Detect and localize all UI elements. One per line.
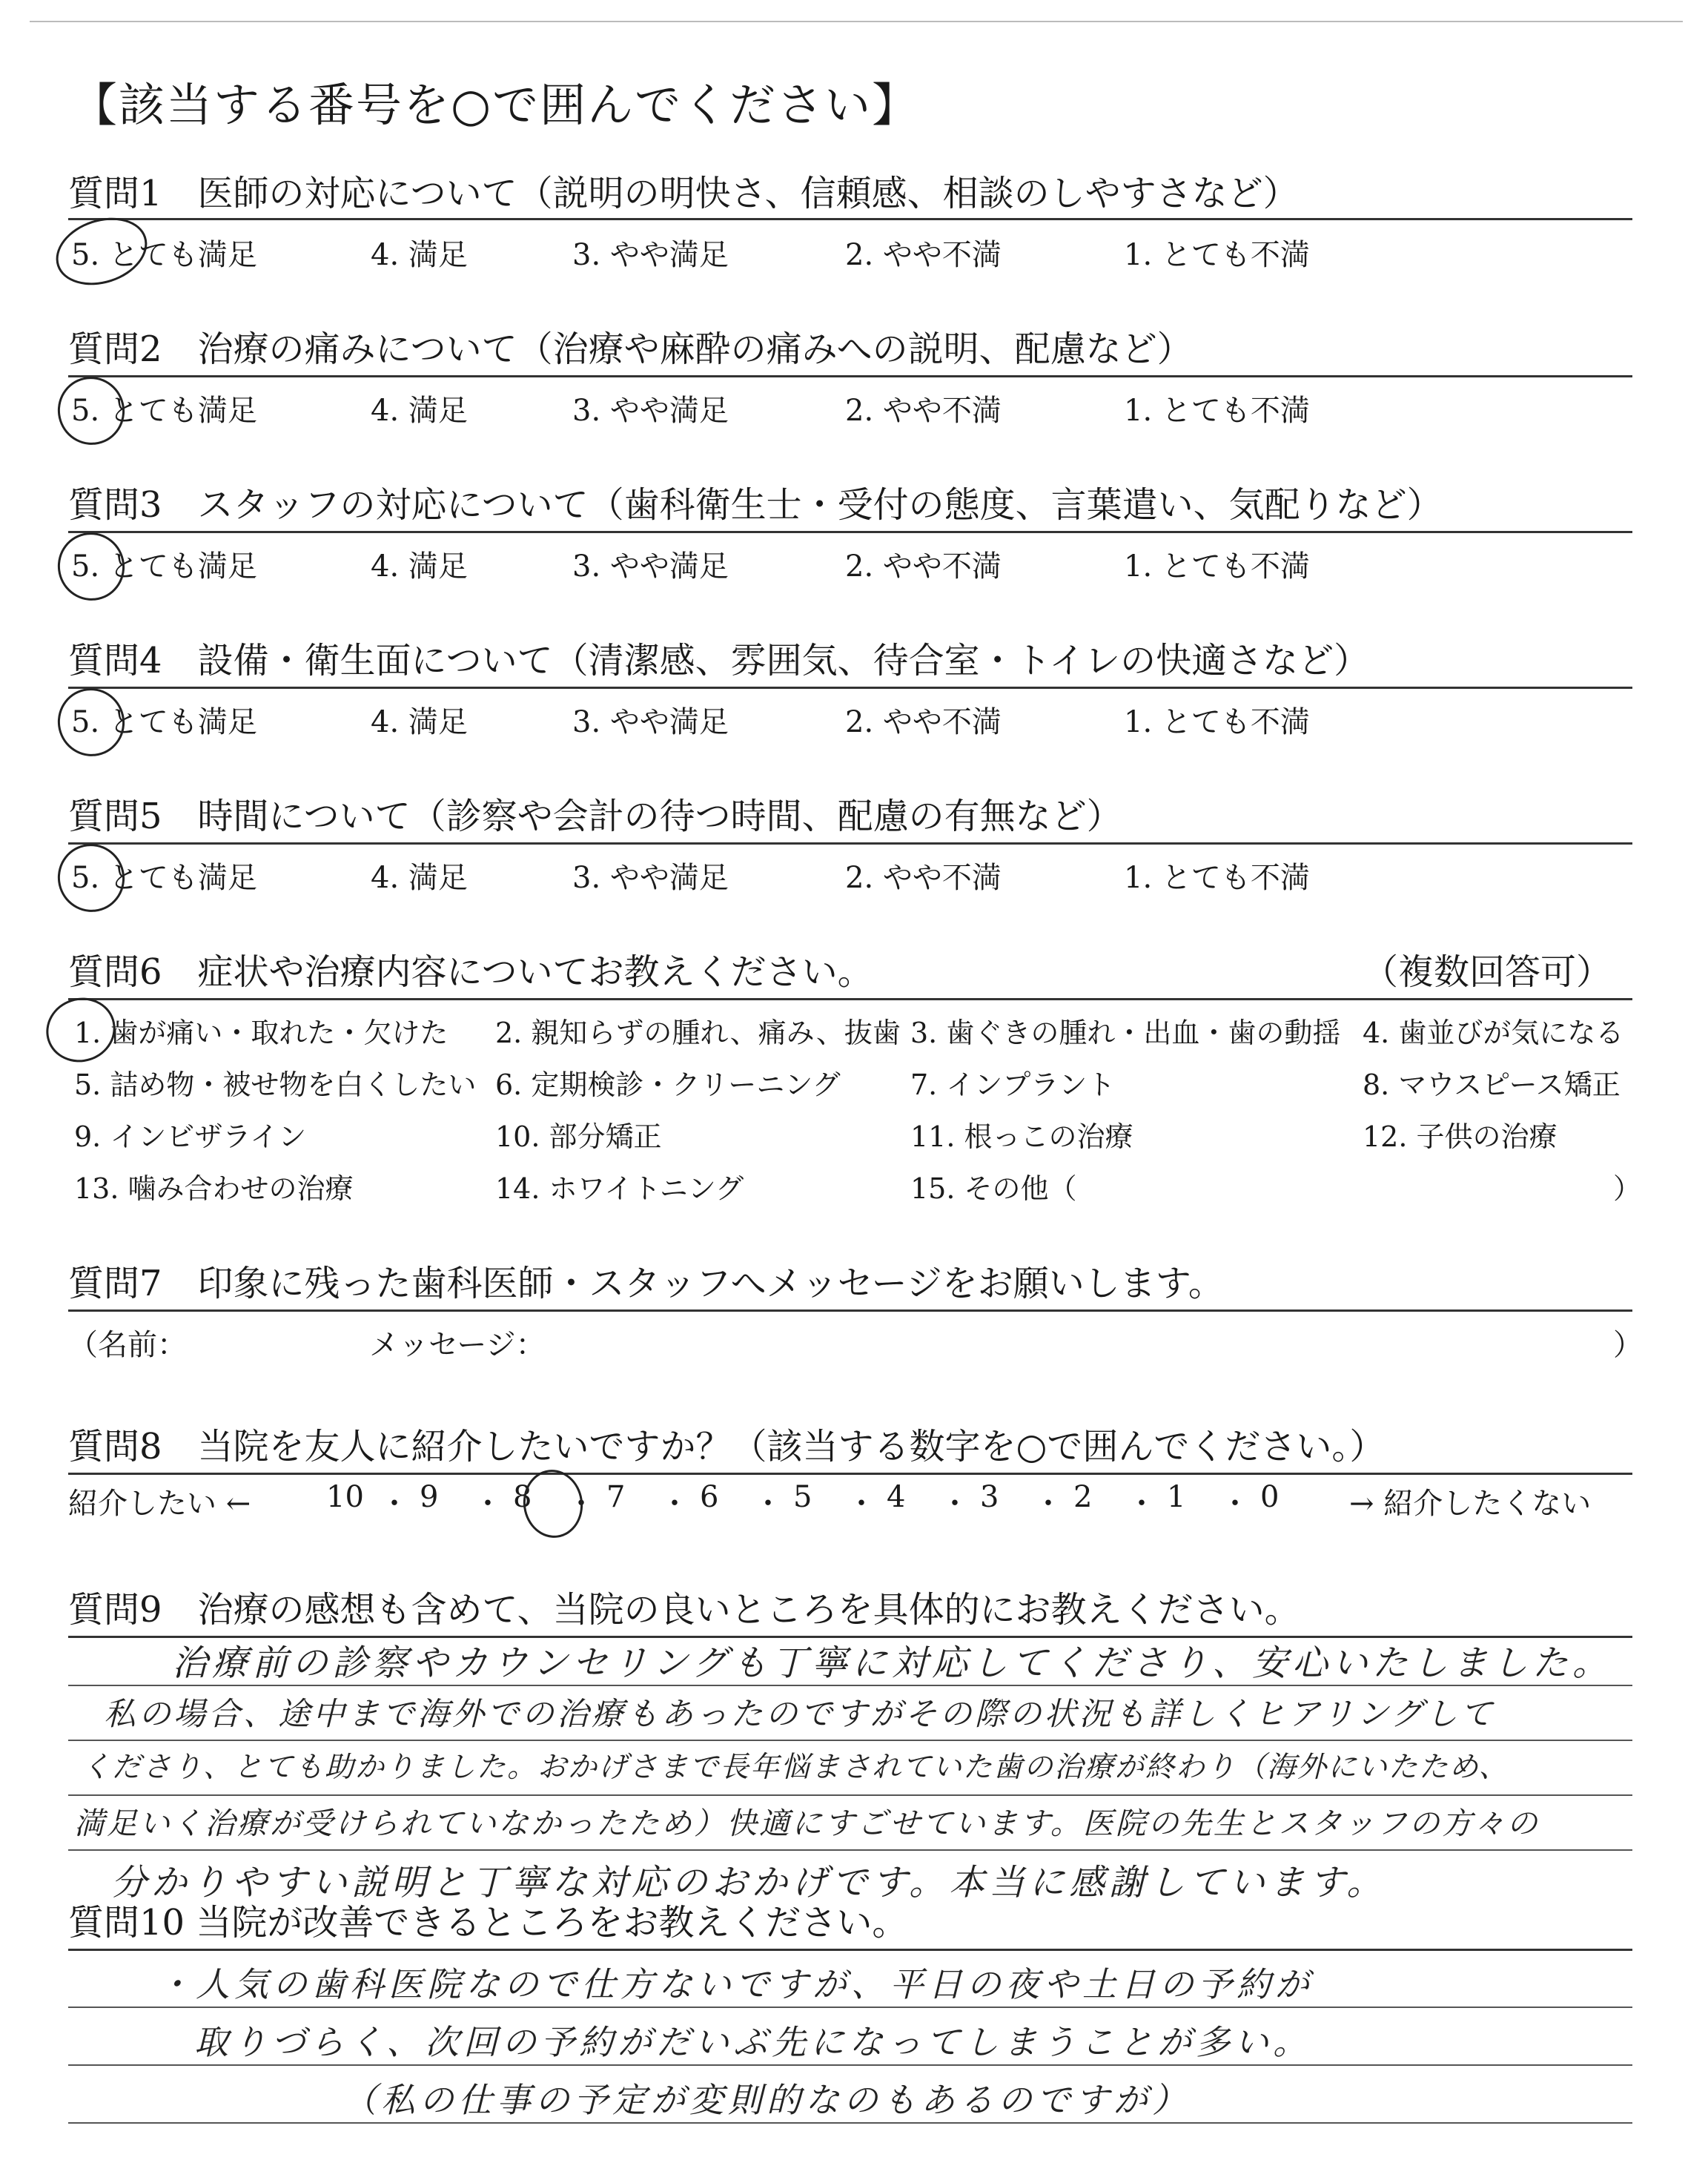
q5-option-4[interactable]: 4. 満足 bbox=[371, 861, 468, 895]
q4-option-5[interactable]: 5. とても満足 bbox=[71, 705, 257, 739]
q3-option-3[interactable]: 3. やや満足 bbox=[572, 549, 729, 584]
q1-option-3[interactable]: 3. やや満足 bbox=[572, 238, 729, 272]
q8-scale-separator: ・ bbox=[753, 1487, 783, 1521]
divider bbox=[68, 1949, 1632, 1951]
q8-scale-separator: ・ bbox=[847, 1487, 876, 1521]
divider bbox=[68, 1473, 1632, 1475]
divider bbox=[68, 375, 1632, 377]
q5-option-2[interactable]: 2. やや不満 bbox=[845, 861, 1002, 895]
q10-answer-line-3: （私の仕事の予定が変則的なのもあるのですが） bbox=[342, 2080, 1191, 2120]
q8-scale-separator: ・ bbox=[660, 1487, 689, 1521]
q8-scale-1[interactable]: 1 bbox=[1167, 1480, 1186, 1514]
q5-option-3[interactable]: 3. やや満足 bbox=[572, 861, 729, 895]
q8-scale-4[interactable]: 4 bbox=[887, 1480, 906, 1514]
question-7-title: 質問7 印象に残った歯科医師・スタッフへメッセージをお願いします。 bbox=[68, 1263, 1224, 1304]
q8-scale-3[interactable]: 3 bbox=[980, 1480, 999, 1514]
q8-left-label: 紹介したい ← bbox=[68, 1487, 251, 1521]
divider bbox=[68, 218, 1632, 220]
q6-option-8[interactable]: 8. マウスピース矯正 bbox=[1363, 1069, 1621, 1101]
q8-scale-7[interactable]: 7 bbox=[606, 1480, 626, 1514]
question-2-title: 質問2 治療の痛みについて（治療や麻酔の痛みへの説明、配慮など） bbox=[68, 328, 1193, 370]
q7-message-label: メッセージ： bbox=[369, 1328, 546, 1362]
question-10-title: 質問10 当院が改善できるところをお教えください。 bbox=[68, 1902, 908, 1943]
q6-option-13[interactable]: 13. 噛み合わせの治療 bbox=[74, 1172, 354, 1205]
q8-scale-10[interactable]: 10 bbox=[326, 1480, 364, 1514]
q10-answer-line-2: 取りづらく、次回の予約がだいぶ先になってしまうことが多い。 bbox=[194, 2022, 1312, 2062]
question-4-title: 質問4 設備・衛生面について（清潔感、雰囲気、待合室・トイレの快適さなど） bbox=[68, 640, 1370, 681]
q6-selection-circle bbox=[38, 989, 124, 1071]
q6-option-4[interactable]: 4. 歯並びが気になる bbox=[1363, 1017, 1624, 1049]
q9-answer-line-5: 分かりやすい説明と丁寧な対応のおかげです。本当に感謝しています。 bbox=[111, 1862, 1387, 1903]
q7-name-label: （名前： bbox=[68, 1328, 187, 1362]
q1-option-2[interactable]: 2. やや不満 bbox=[845, 238, 1002, 272]
answer-line bbox=[68, 2007, 1632, 2008]
q6-option-9[interactable]: 9. インビザライン bbox=[74, 1120, 307, 1153]
q8-scale-2[interactable]: 2 bbox=[1073, 1480, 1093, 1514]
answer-line bbox=[68, 2064, 1632, 2066]
q3-option-4[interactable]: 4. 満足 bbox=[371, 549, 468, 584]
q6-option-2[interactable]: 2. 親知らずの腫れ、痛み、抜歯 bbox=[495, 1017, 901, 1049]
question-1-title: 質問1 医師の対応について（説明の明快さ、信頼感、相談のしやすさなど） bbox=[68, 173, 1299, 214]
q6-option-3[interactable]: 3. 歯ぐきの腫れ・出血・歯の動揺 bbox=[910, 1017, 1341, 1049]
q8-scale-8[interactable]: 8 bbox=[513, 1480, 532, 1514]
question-8-title: 質問8 当院を友人に紹介したいですか？（該当する数字を○で囲んでください。） bbox=[68, 1426, 1386, 1467]
q6-option-6[interactable]: 6. 定期検診・クリーニング bbox=[495, 1069, 841, 1101]
q5-selection-circle bbox=[49, 835, 133, 920]
q8-scale-separator: ・ bbox=[1127, 1487, 1156, 1521]
answer-line bbox=[68, 1849, 1632, 1851]
question-5-title: 質問5 時間について（診察や会計の待つ時間、配慮の有無など） bbox=[68, 796, 1122, 837]
q6-option-15-close: ） bbox=[1613, 1172, 1642, 1205]
q3-selection-circle bbox=[49, 524, 133, 609]
q8-scale-5[interactable]: 5 bbox=[793, 1480, 812, 1514]
q8-selection-circle bbox=[519, 1466, 587, 1542]
divider bbox=[68, 687, 1632, 689]
q2-option-1[interactable]: 1. とても不満 bbox=[1124, 394, 1310, 428]
q3-option-1[interactable]: 1. とても不満 bbox=[1124, 549, 1310, 584]
answer-line bbox=[68, 2122, 1632, 2124]
q8-scale-separator: ・ bbox=[473, 1487, 503, 1521]
q9-answer-line-1: 治療前の診察やカウンセリングも丁寧に対応してくださり、安心いたしました。 bbox=[172, 1642, 1613, 1684]
q9-answer-line-4: 満足いく治療が受けられていなかったため）快適にすごせています。医院の先生とスタッフの方々の bbox=[74, 1806, 1540, 1841]
q1-option-4[interactable]: 4. 満足 bbox=[371, 238, 468, 272]
q4-option-3[interactable]: 3. やや満足 bbox=[572, 705, 729, 739]
q9-answer-line-2: 私の場合、途中まで海外での治療もあったのですがその際の状況も詳しくヒアリングして bbox=[104, 1696, 1495, 1733]
q6-option-10[interactable]: 10. 部分矯正 bbox=[495, 1120, 662, 1153]
q8-scale-separator: ・ bbox=[1033, 1487, 1063, 1521]
q4-option-4[interactable]: 4. 満足 bbox=[371, 705, 468, 739]
q6-option-5[interactable]: 5. 詰め物・被せ物を白くしたい bbox=[74, 1069, 477, 1101]
answer-line bbox=[68, 1740, 1632, 1741]
q8-scale-separator: ・ bbox=[1220, 1487, 1250, 1521]
q3-option-2[interactable]: 2. やや不満 bbox=[845, 549, 1002, 584]
q8-right-label: → 紹介したくない bbox=[1349, 1487, 1592, 1521]
q10-answer-line-1: ・人気の歯科医院なので仕方ないですが、平日の夜や土日の予約が bbox=[157, 1964, 1314, 2004]
divider bbox=[68, 531, 1632, 533]
question-6-note: （複数回答可） bbox=[1363, 951, 1612, 993]
q1-option-5[interactable]: 5. とても満足 bbox=[71, 238, 257, 272]
q3-option-5[interactable]: 5. とても満足 bbox=[71, 549, 257, 584]
q6-option-12[interactable]: 12. 子供の治療 bbox=[1363, 1120, 1558, 1153]
q8-scale-6[interactable]: 6 bbox=[700, 1480, 719, 1514]
q5-option-5[interactable]: 5. とても満足 bbox=[71, 861, 257, 895]
q4-selection-circle bbox=[49, 679, 133, 764]
q6-option-11[interactable]: 11. 根っこの治療 bbox=[910, 1120, 1133, 1153]
q8-scale-0[interactable]: 0 bbox=[1260, 1480, 1280, 1514]
divider bbox=[68, 1309, 1632, 1312]
q8-scale-9[interactable]: 9 bbox=[420, 1480, 439, 1514]
q7-close-paren: ） bbox=[1613, 1328, 1643, 1362]
q2-option-5[interactable]: 5. とても満足 bbox=[71, 394, 257, 428]
q4-option-2[interactable]: 2. やや不満 bbox=[845, 705, 1002, 739]
q6-option-1[interactable]: 1. 歯が痛い・取れた・欠けた bbox=[74, 1017, 448, 1049]
answer-line bbox=[68, 1794, 1632, 1796]
question-9-title: 質問9 治療の感想も含めて、当院の良いところを具体的にお教えください。 bbox=[68, 1589, 1300, 1631]
q2-selection-circle bbox=[49, 368, 133, 453]
q2-option-2[interactable]: 2. やや不満 bbox=[845, 394, 1002, 428]
q5-option-1[interactable]: 1. とても不満 bbox=[1124, 861, 1310, 895]
q1-option-1[interactable]: 1. とても不満 bbox=[1124, 238, 1310, 272]
question-3-title: 質問3 スタッフの対応について（歯科衛生士・受付の態度、言葉遣い、気配りなど） bbox=[68, 484, 1443, 526]
q8-scale-separator: ・ bbox=[566, 1487, 596, 1521]
page-title: 【該当する番号を○で囲んでください】 bbox=[71, 78, 920, 132]
q2-option-4[interactable]: 4. 満足 bbox=[371, 394, 468, 428]
divider bbox=[68, 998, 1632, 1000]
q2-option-3[interactable]: 3. やや満足 bbox=[572, 394, 729, 428]
q6-option-7[interactable]: 7. インプラント bbox=[910, 1069, 1116, 1101]
q8-scale-separator: ・ bbox=[380, 1487, 409, 1521]
question-6-title: 質問6 症状や治療内容についてお教えください。 bbox=[68, 951, 873, 993]
top-edge-line bbox=[30, 21, 1683, 22]
q9-answer-line-3: くださり、とても助かりました。おかげさまで長年悩まされていた歯の治療が終わり（海外にいたため、 bbox=[82, 1751, 1509, 1784]
q8-scale-separator: ・ bbox=[940, 1487, 970, 1521]
q4-option-1[interactable]: 1. とても不満 bbox=[1124, 705, 1310, 739]
q6-option-15[interactable]: 15. その他（ bbox=[910, 1172, 1077, 1205]
divider bbox=[68, 842, 1632, 845]
q6-option-14[interactable]: 14. ホワイトニング bbox=[495, 1172, 744, 1205]
